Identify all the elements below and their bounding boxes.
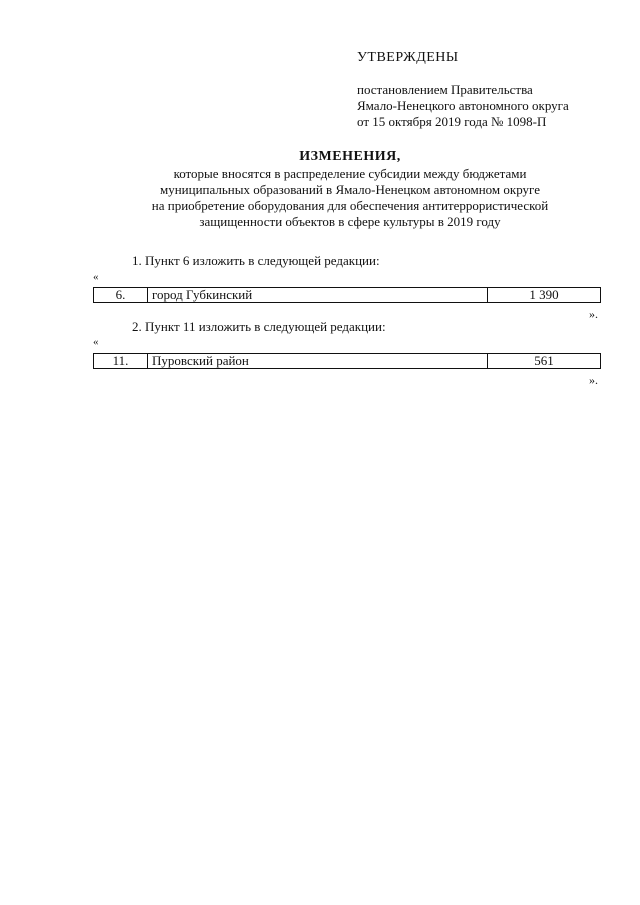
subtitle-line-2: муниципальных образований в Ямало-Ненецком автономном округе: [160, 182, 540, 197]
table-item-11: [93, 353, 601, 369]
subtitle-line-3: на приобретение оборудования для обеспечения антитеррористической: [151, 198, 549, 213]
table-item-6: [93, 287, 601, 303]
table-row: [94, 354, 601, 369]
table-row: [94, 288, 601, 303]
municipality-name: Пуровский район: [148, 354, 488, 369]
approval-line-2: Ямало-Ненецкого автономного округа: [357, 98, 569, 113]
subtitle-line-4: защищенности объектов в сфере культуры в 2019 году: [199, 214, 501, 229]
amendment-item-2: 2. Пункт 11 изложить в следующей редакции:: [132, 319, 386, 334]
opening-quote: «: [93, 336, 99, 348]
subtitle-line-1: которые вносятся в распределение субсидии между бюджетами: [173, 166, 527, 181]
approval-line-3: от 15 октября 2019 года № 1098-П: [357, 114, 547, 129]
approval-title: УТВЕРЖДЕНЫ: [357, 50, 459, 65]
closing-quote: ».: [589, 307, 598, 321]
municipality-name: город Губкинский: [148, 288, 488, 303]
opening-quote: «: [93, 271, 99, 283]
amendment-item-1: 1. Пункт 6 изложить в следующей редакции:: [132, 253, 380, 268]
document-title: ИЗМЕНЕНИЯ,: [299, 149, 401, 164]
row-number: 6.: [94, 288, 148, 303]
subsidy-amount: 1 390: [488, 288, 601, 303]
row-number: 11.: [94, 354, 148, 369]
subsidy-amount: 561: [488, 354, 601, 369]
closing-quote: ».: [589, 373, 598, 387]
approval-line-1: постановлением Правительства: [357, 82, 533, 97]
